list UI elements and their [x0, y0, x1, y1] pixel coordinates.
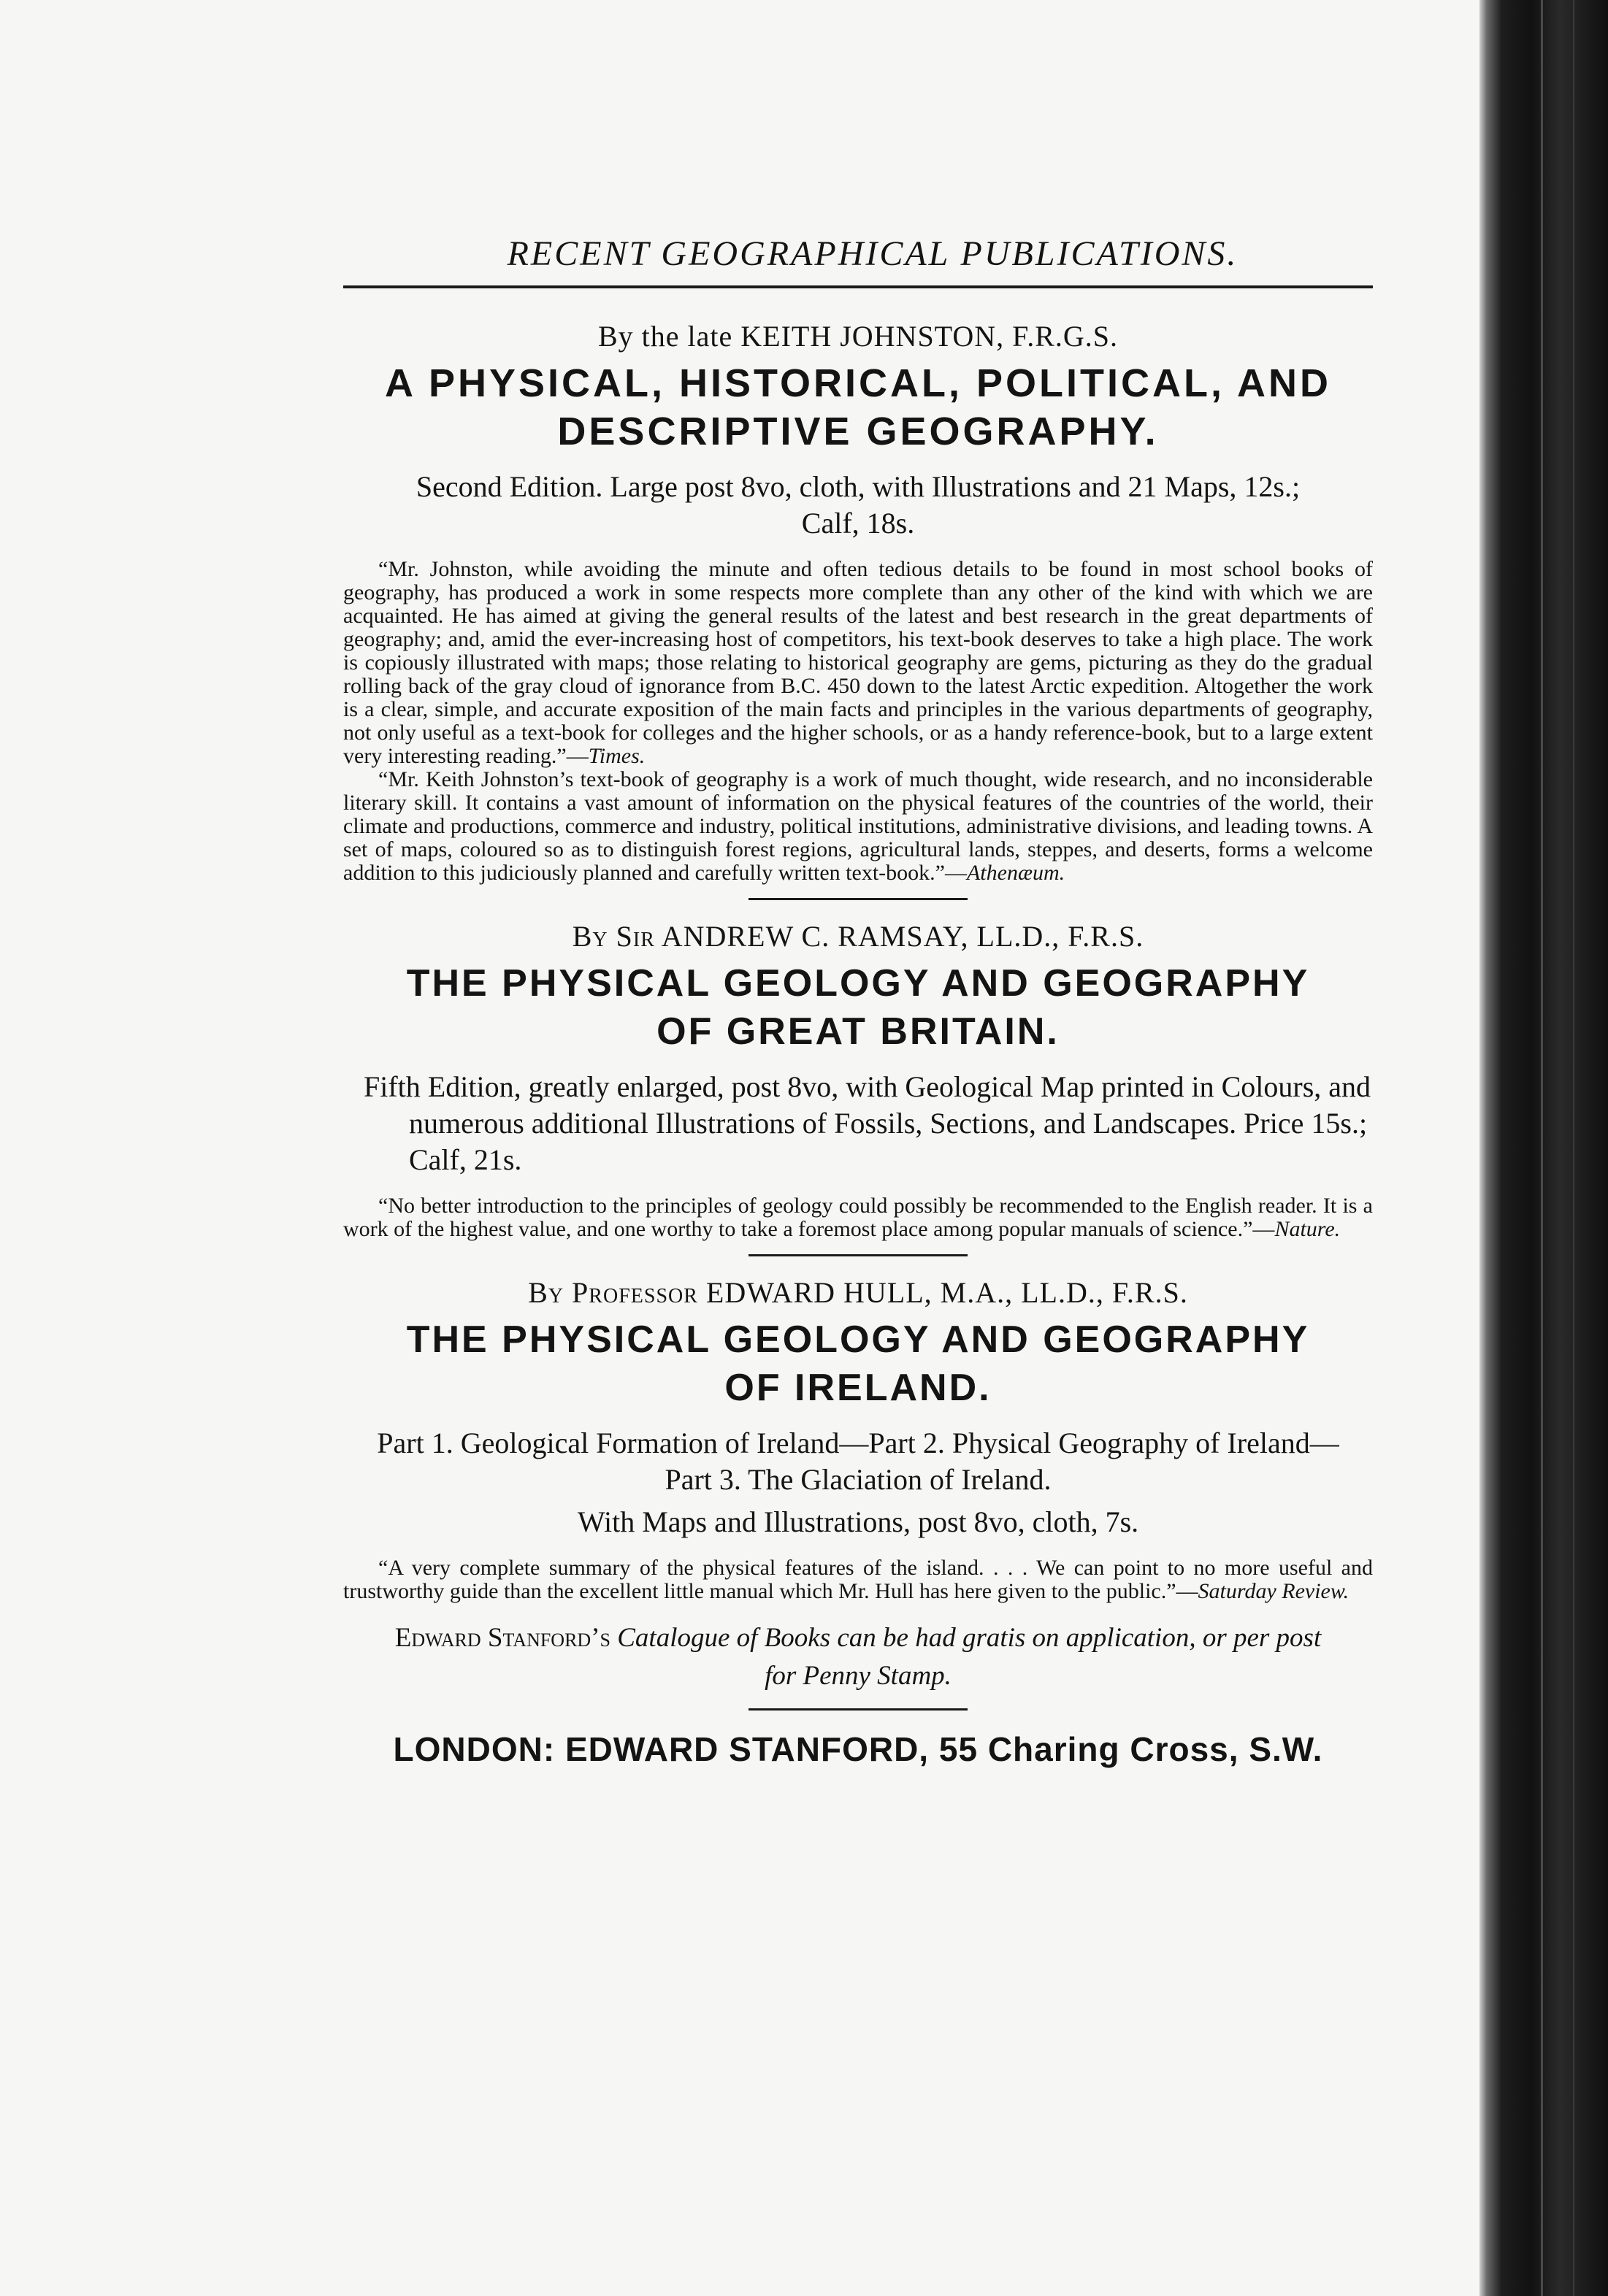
header-rule [343, 285, 1373, 288]
binding-edge [1479, 0, 1608, 2296]
book-title-line: THE PHYSICAL GEOLOGY AND GEOGRAPHY [406, 1318, 1310, 1361]
section-divider [749, 1254, 968, 1256]
book-title-line: THE PHYSICAL GEOLOGY AND GEOGRAPHY [406, 962, 1310, 1005]
author-name: ANDREW C. RAMSAY, LL.D., F.R.S. [661, 920, 1144, 953]
catalogue-notice [387, 1619, 1329, 1695]
book-title-line: OF GREAT BRITAIN. [656, 1010, 1060, 1053]
binding-streak [1541, 0, 1543, 2296]
book-entry-johnston [343, 319, 1373, 885]
book-entry-hull [343, 1275, 1373, 1603]
review-source: Athenæum. [966, 861, 1065, 885]
edition-info-price: With Maps and Illustrations, post 8vo, cloth, 7s. [577, 1505, 1139, 1538]
running-head: RECENT GEOGRAPHICAL PUBLICATIONS. [507, 234, 1238, 273]
author-line [343, 319, 1373, 353]
book-title-line: DESCRIPTIVE GEOGRAPHY. [557, 410, 1159, 453]
author-prefix: By Professor [528, 1276, 698, 1309]
catalogue-publisher: Edward Stanford’s [394, 1623, 610, 1653]
catalogue-text: Catalogue of Books can be had gratis on application, or per post for Penny Stamp. [617, 1623, 1322, 1691]
review-quote [343, 1194, 1373, 1241]
review-text: “Mr. Keith Johnston’s text-book of geography is a work of much thought, wide research, and no inconsiderable literary skill. It contains a vast amount of information on the physical features of the countries of the world, their climate and productions, commerce and industry, political institutions, administrative divisions, and leading towns. A set of maps, coloured so as to distinguish forest regions, agricultural lands, steppes, and deserts, forms a welcome addition to this judiciously planned and carefully written text-book.”— [343, 767, 1373, 885]
section-divider [749, 898, 968, 900]
book-title-line: A PHYSICAL, HISTORICAL, POLITICAL, AND [384, 361, 1332, 405]
review-quote [343, 768, 1373, 885]
book-entry-ramsay [343, 919, 1373, 1241]
author-prefix: By Sir [572, 920, 655, 953]
review-source: Times. [588, 744, 646, 768]
author-name: EDWARD HULL, M.A., LL.D., F.R.S. [705, 1276, 1188, 1309]
author-prefix: By the late [597, 320, 733, 353]
review-quote [343, 558, 1373, 768]
review-text: “No better introduction to the principles of geology could possibly be recommended to the English reader. It is a work of the highest value, and one worthy to take a foremost place among popular manuals of science.”— [343, 1194, 1373, 1241]
review-text: “Mr. Johnston, while avoiding the minute and often tedious details to be found in most school books of geography, has produced a work in some respects more complete than any other of the kind with which we are acquainted. He has aimed at giving the general results of the latest and best research in the great departments of geography; and, amid the ever-increasing host of competitors, his text-book deserves to take a high place. The work is copiously illustrated with maps; those relating to historical geography are gems, picturing as they do the gradual rolling back of the gray cloud of ignorance from B.C. 450 down to the latest Arctic expedition. Altogether the work is a clear, simple, and accurate exposition of the main facts and principles in the various departments of geography, not only useful as a text-book for colleges and the higher schools, or as a handy reference-book, but to a large extent very interesting reading.”— [343, 557, 1373, 768]
review-source: Saturday Review. [1198, 1579, 1349, 1603]
review-quote [343, 1556, 1373, 1603]
book-title [343, 359, 1373, 456]
author-line [343, 1275, 1373, 1310]
book-title [343, 959, 1373, 1056]
review-source: Nature. [1274, 1217, 1341, 1241]
book-title-line: OF IRELAND. [724, 1367, 992, 1409]
edition-info: Part 1. Geological Formation of Ireland—Part 2. Physical Geography of Ireland—Part 3. The Glaciation of Ireland. [377, 1427, 1339, 1496]
publisher-imprint: LONDON: EDWARD STANFORD, 55 Charing Cross, S.W. [393, 1730, 1323, 1768]
edition-info: Fifth Edition, greatly enlarged, post 8vo, with Geological Map printed in Colours, and numerous additional Illustrations of Fossils, Sections, and Landscapes. Price 15s.; Calf, 21s. [364, 1070, 1371, 1176]
section-divider [749, 1708, 968, 1711]
book-title [343, 1316, 1373, 1412]
review-text: “A very complete summary of the physical features of the island. . . . We can point to no more useful and trustworthy guide than the excellent little manual which Mr. Hull has here given to the public.”— [343, 1556, 1373, 1603]
author-line [343, 919, 1373, 953]
author-name: KEITH JOHNSTON, F.R.G.S. [740, 320, 1119, 353]
binding-streak [1573, 0, 1574, 2296]
advertisement-page [343, 234, 1373, 1769]
edition-info: Second Edition. Large post 8vo, cloth, with Illustrations and 21 Maps, 12s.; Calf, 18s. [416, 470, 1301, 540]
